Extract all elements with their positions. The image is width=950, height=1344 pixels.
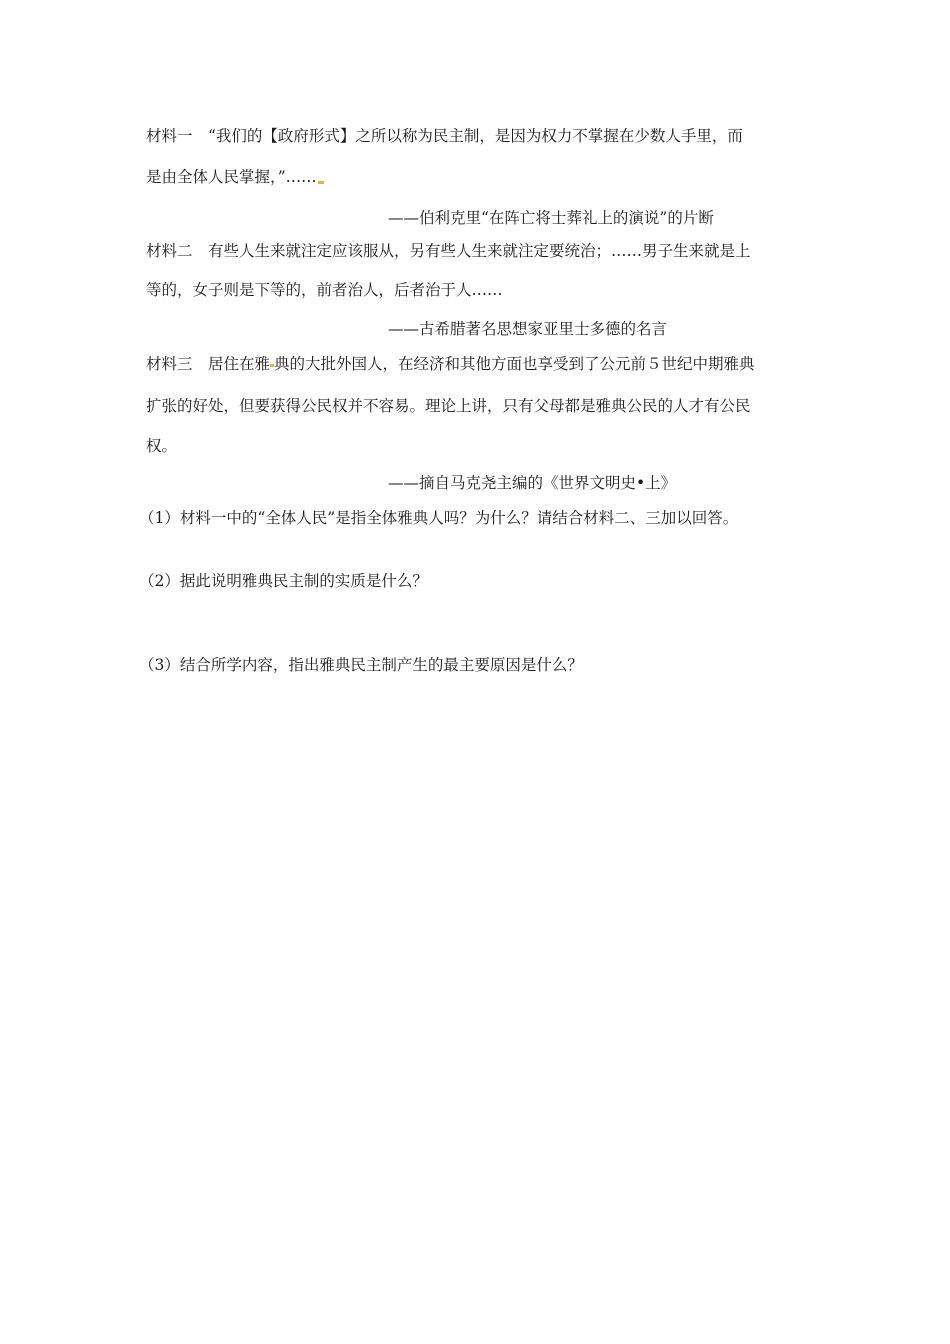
- material-3-line-1-start: 材料三 居住在雅: [146, 355, 271, 373]
- material-2-line-2: 等的，女子则是下等的，前者治人，后者治于人……: [146, 281, 503, 299]
- question-3: （3）结合所学内容，指出雅典民主制产生的最主要原因是什么？: [139, 656, 583, 674]
- highlight-mark: [318, 181, 324, 184]
- question-1: （1）材料一中的“全体人民”是指全体雅典人吗？为什么？请结合材料二、三加以回答。: [139, 509, 739, 527]
- material-3-line-3: 权。: [146, 437, 178, 455]
- material-1-line-2-text: 是由全体人民掌握，”……: [146, 168, 317, 186]
- material-3-line-1: [146, 354, 755, 374]
- material-1-line-1: 材料一 “我们的【政府形式】之所以称为民主制，是因为权力不掌握在少数人手里，而: [146, 127, 743, 145]
- material-2-source: ——古希腊著名思想家亚里士多德的名言: [388, 320, 668, 338]
- material-2-line-1: 材料二 有些人生来就注定应该服从，另有些人生来就注定要统治；……男子生来就是上: [146, 242, 751, 260]
- material-1-line-2: [146, 167, 324, 187]
- material-3-line-2: 扩张的好处，但要获得公民权并不容易。理论上讲，只有父母都是雅典公民的人才有公民: [146, 397, 751, 415]
- material-1-source: ——伯利克里“在阵亡将士葬礼上的演说”的片断: [388, 209, 714, 227]
- question-2: （2）据此说明雅典民主制的实质是什么？: [139, 572, 428, 590]
- material-3-source: ——摘自马克尧主编的《世界文明史•上》: [388, 474, 677, 492]
- material-3-line-1-rest: 典的大批外国人，在经济和其他方面也享受到了公元前５世纪中期雅典: [274, 355, 755, 373]
